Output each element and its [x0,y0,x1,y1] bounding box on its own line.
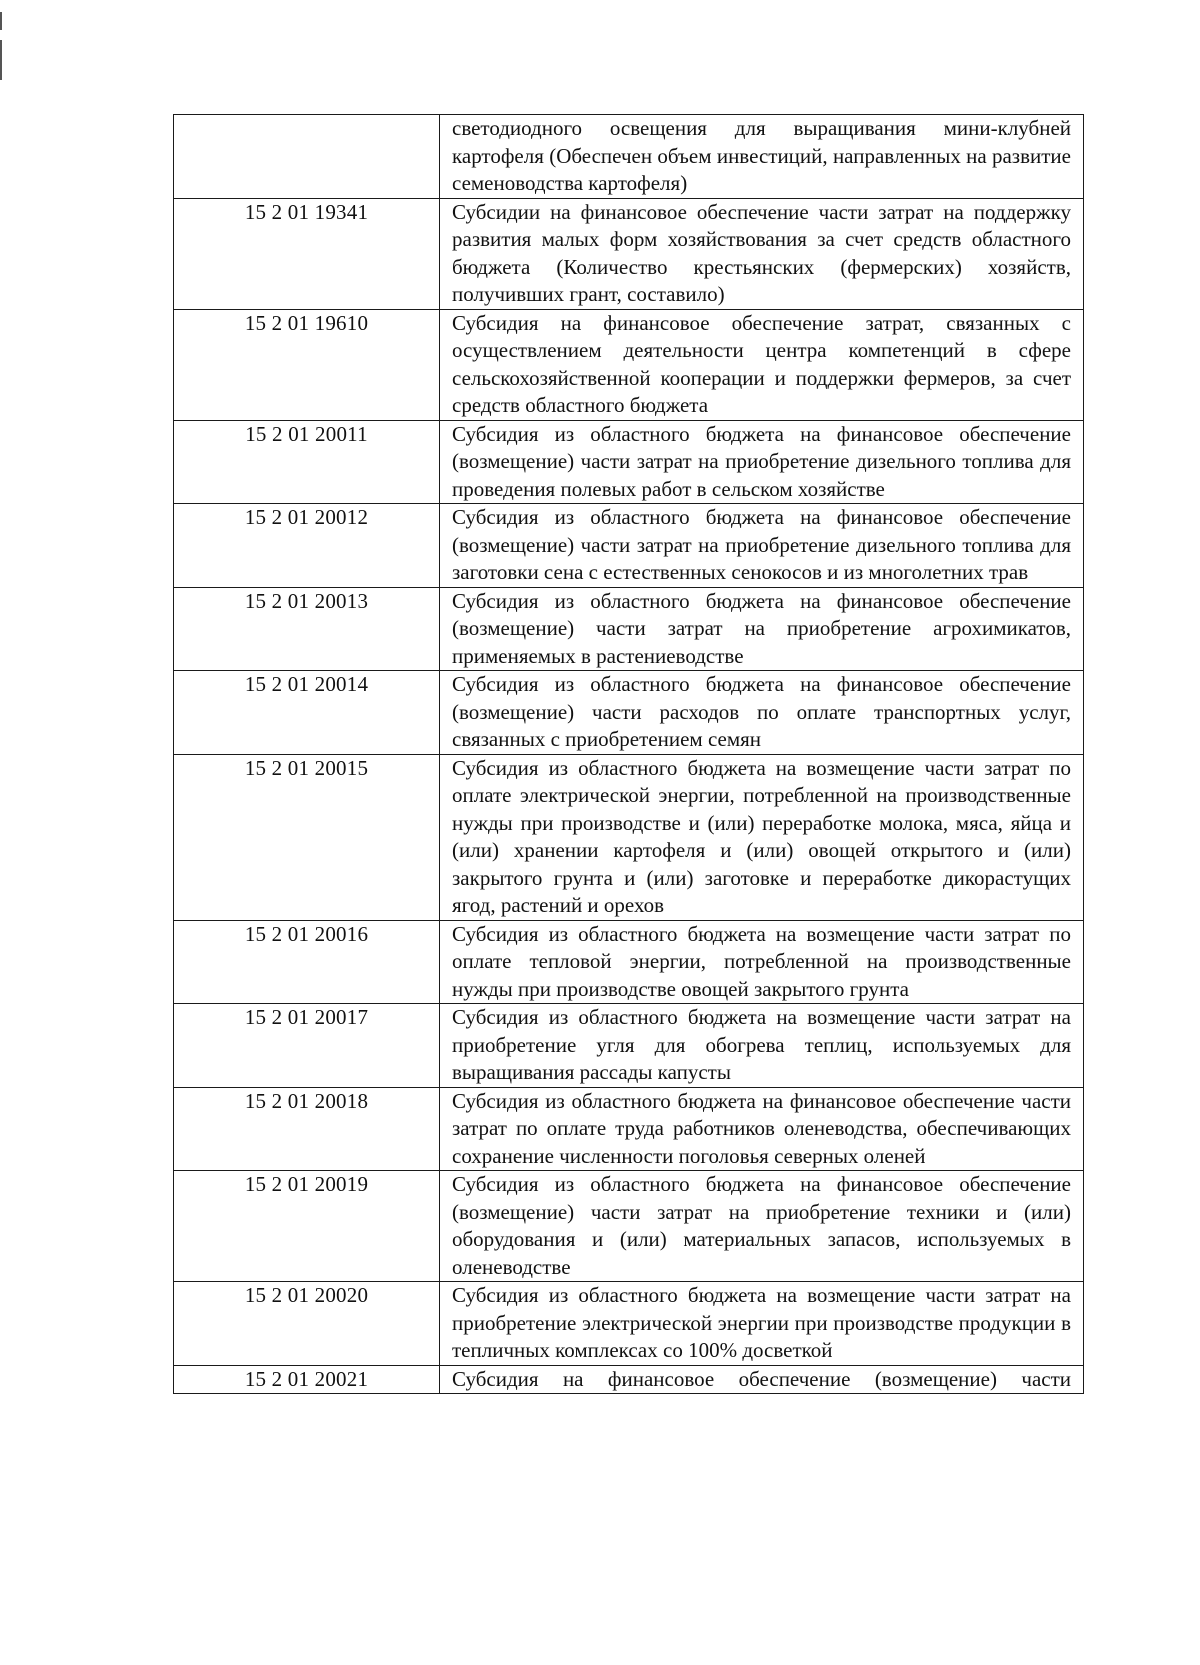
description-cell: Субсидия из областного бюджета на возмещение части затрат по оплате электрической энергии, потребленной на производственные нужды при производстве и (или) переработке молока, мяса, яйца и (или) хранении картофеля и (или) овощей открытого и (или) закрытого грунта и (или) заготовке и переработке дикорастущих ягод, растений и орехов [440,754,1084,920]
code-cell: 15 2 01 20019 [174,1171,440,1282]
description-cell: Субсидия из областного бюджета на финансовое обеспечение (возмещение) части затрат на приобретение агрохимикатов, применяемых в растениеводстве [440,587,1084,671]
code-cell: 15 2 01 19610 [174,309,440,420]
table-row [174,1171,1084,1282]
table-row [174,920,1084,1004]
table-row [174,115,1084,199]
table-row [174,1004,1084,1088]
code-cell: 15 2 01 20017 [174,1004,440,1088]
budget-codes-table [173,114,1084,1394]
table-row [174,587,1084,671]
code-cell: 15 2 01 20012 [174,504,440,588]
table-row [174,671,1084,755]
code-cell: 15 2 01 20020 [174,1282,440,1366]
description-cell: Субсидия из областного бюджета на финансовое обеспечение (возмещение) части затрат на приобретение дизельного топлива для проведения полевых работ в сельском хозяйстве [440,420,1084,504]
description-cell: Субсидия из областного бюджета на финансовое обеспечение (возмещение) части затрат на приобретение дизельного топлива для заготовки сена с естественных сенокосов и из многолетних трав [440,504,1084,588]
description-cell: светодиодного освещения для выращивания мини-клубней картофеля (Обеспечен объем инвестиций, направленных на развитие семеноводства картофеля) [440,115,1084,199]
code-cell: 15 2 01 20013 [174,587,440,671]
table-row [174,754,1084,920]
table-row [174,1365,1084,1394]
description-cell: Субсидия на финансовое обеспечение затрат, связанных с осуществлением деятельности центра компетенций в сфере сельскохозяйственной кооперации и поддержки фермеров, за счет средств областного бюджета [440,309,1084,420]
description-cell: Субсидия из областного бюджета на возмещение части затрат по оплате тепловой энергии, потребленной на производственные нужды при производстве овощей закрытого грунта [440,920,1084,1004]
scan-edge-mark [0,12,2,30]
description-cell: Субсидии на финансовое обеспечение части затрат на поддержку развития малых форм хозяйствования за счет средств областного бюджета (Количество крестьянских (фермерских) хозяйств, получивших грант, составило) [440,198,1084,309]
code-cell [174,115,440,199]
scan-edge-mark [0,40,2,80]
code-cell: 15 2 01 20015 [174,754,440,920]
table-row [174,504,1084,588]
description-cell: Субсидия из областного бюджета на возмещение части затрат на приобретение угля для обогрева теплиц, используемых для выращивания рассады капусты [440,1004,1084,1088]
description-cell: Субсидия из областного бюджета на финансовое обеспечение части затрат по оплате труда работников оленеводства, обеспечивающих сохранение численности поголовья северных оленей [440,1087,1084,1171]
description-cell: Субсидия на финансовое обеспечение (возмещение) части [440,1365,1084,1394]
code-cell: 15 2 01 19341 [174,198,440,309]
code-cell: 15 2 01 20018 [174,1087,440,1171]
description-cell: Субсидия из областного бюджета на финансовое обеспечение (возмещение) части затрат на приобретение техники и (или) оборудования и (или) материальных запасов, используемых в оленеводстве [440,1171,1084,1282]
table-row [174,198,1084,309]
table-row [174,1282,1084,1366]
code-cell: 15 2 01 20021 [174,1365,440,1394]
code-cell: 15 2 01 20011 [174,420,440,504]
description-cell: Субсидия из областного бюджета на финансовое обеспечение (возмещение) части расходов по оплате транспортных услуг, связанных с приобретением семян [440,671,1084,755]
table-row [174,309,1084,420]
description-cell: Субсидия из областного бюджета на возмещение части затрат на приобретение электрической энергии при производстве продукции в тепличных комплексах со 100% досветкой [440,1282,1084,1366]
table-row [174,420,1084,504]
code-cell: 15 2 01 20016 [174,920,440,1004]
code-cell: 15 2 01 20014 [174,671,440,755]
table-row [174,1087,1084,1171]
